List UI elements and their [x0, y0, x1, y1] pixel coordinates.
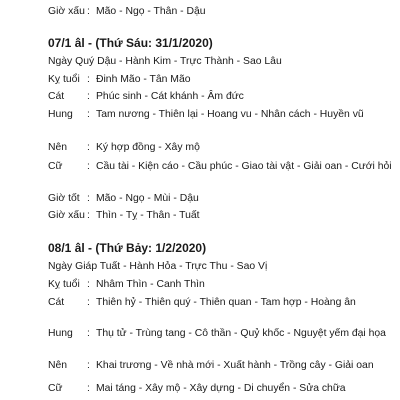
entry-label: Nên	[48, 142, 68, 153]
entry-colon: :	[87, 360, 90, 371]
entry-value: Thìn - Tỵ - Thân - Tuất	[96, 210, 200, 221]
entry-colon: :	[87, 74, 90, 85]
entry-label: Giờ xấu	[48, 210, 85, 221]
entry-value: Mão - Ngọ - Thân - Dậu	[96, 6, 206, 17]
entry-label: Cữ	[48, 383, 63, 394]
entry-colon: :	[87, 210, 90, 221]
entry-label: Giờ tốt	[48, 193, 80, 204]
entry-value: Mão - Ngọ - Mùi - Dậu	[96, 193, 199, 204]
entry-colon: :	[87, 297, 90, 308]
entry-label: Cát	[48, 297, 65, 308]
entry-value: Cầu tài - Kiện cáo - Cầu phúc - Giao tài vật - Giải oan - Cưới hỏi	[96, 161, 392, 172]
entry-label: Kỵ tuổi	[48, 279, 80, 290]
entry-value: Ký hợp đồng - Xây mộ	[96, 142, 200, 153]
entry-colon: :	[87, 161, 90, 172]
entry-colon: :	[87, 383, 90, 394]
entry-value: Thụ tử - Trùng tang - Cô thần - Quỷ khốc - Nguyệt yếm đại họa	[96, 328, 386, 339]
day-heading: 07/1 âl - (Thứ Sáu: 31/1/2020)	[48, 36, 213, 50]
entry-colon: :	[87, 328, 90, 339]
entry-value: Nhâm Thìn - Canh Thìn	[96, 279, 205, 290]
entry-colon: :	[87, 142, 90, 153]
entry-value: Mai táng - Xây mộ - Xây dựng - Di chuyển - Sửa chữa	[96, 383, 346, 394]
day-heading: 08/1 âl - (Thứ Bảy: 1/2/2020)	[48, 241, 207, 255]
entry-label: Nên	[48, 360, 68, 371]
entry-value: Phúc sinh - Cát khánh - Âm đức	[96, 91, 244, 102]
entry-value: Đinh Mão - Tân Mão	[96, 74, 191, 85]
entry-label: Kỵ tuổi	[48, 74, 80, 85]
entry-label: Hung	[48, 328, 73, 339]
entry-colon: :	[87, 193, 90, 204]
entry-label: Cát	[48, 91, 65, 102]
entry-label: Cữ	[48, 161, 63, 172]
entry-value: Thiên hỷ - Thiên quý - Thiên quan - Tam hợp - Hoàng ân	[96, 297, 356, 308]
entry-colon: :	[87, 109, 90, 120]
entry-label: Hung	[48, 109, 73, 120]
day-intro: Ngày Giáp Tuất - Hành Hỏa - Trực Thu - Sao Vị	[48, 261, 268, 272]
entry-colon: :	[87, 279, 90, 290]
entry-colon: :	[87, 91, 90, 102]
entry-value: Khai trương - Về nhà mới - Xuất hành - Trồng cây - Giải oan	[96, 360, 374, 371]
day-intro: Ngày Quý Dậu - Hành Kim - Trực Thành - Sao Lâu	[48, 56, 282, 67]
entry-label: Giờ xấu	[48, 6, 85, 17]
entry-colon: :	[87, 6, 90, 17]
entry-value: Tam nương - Thiên lại - Hoang vu - Nhân cách - Huyền vũ	[96, 109, 364, 120]
